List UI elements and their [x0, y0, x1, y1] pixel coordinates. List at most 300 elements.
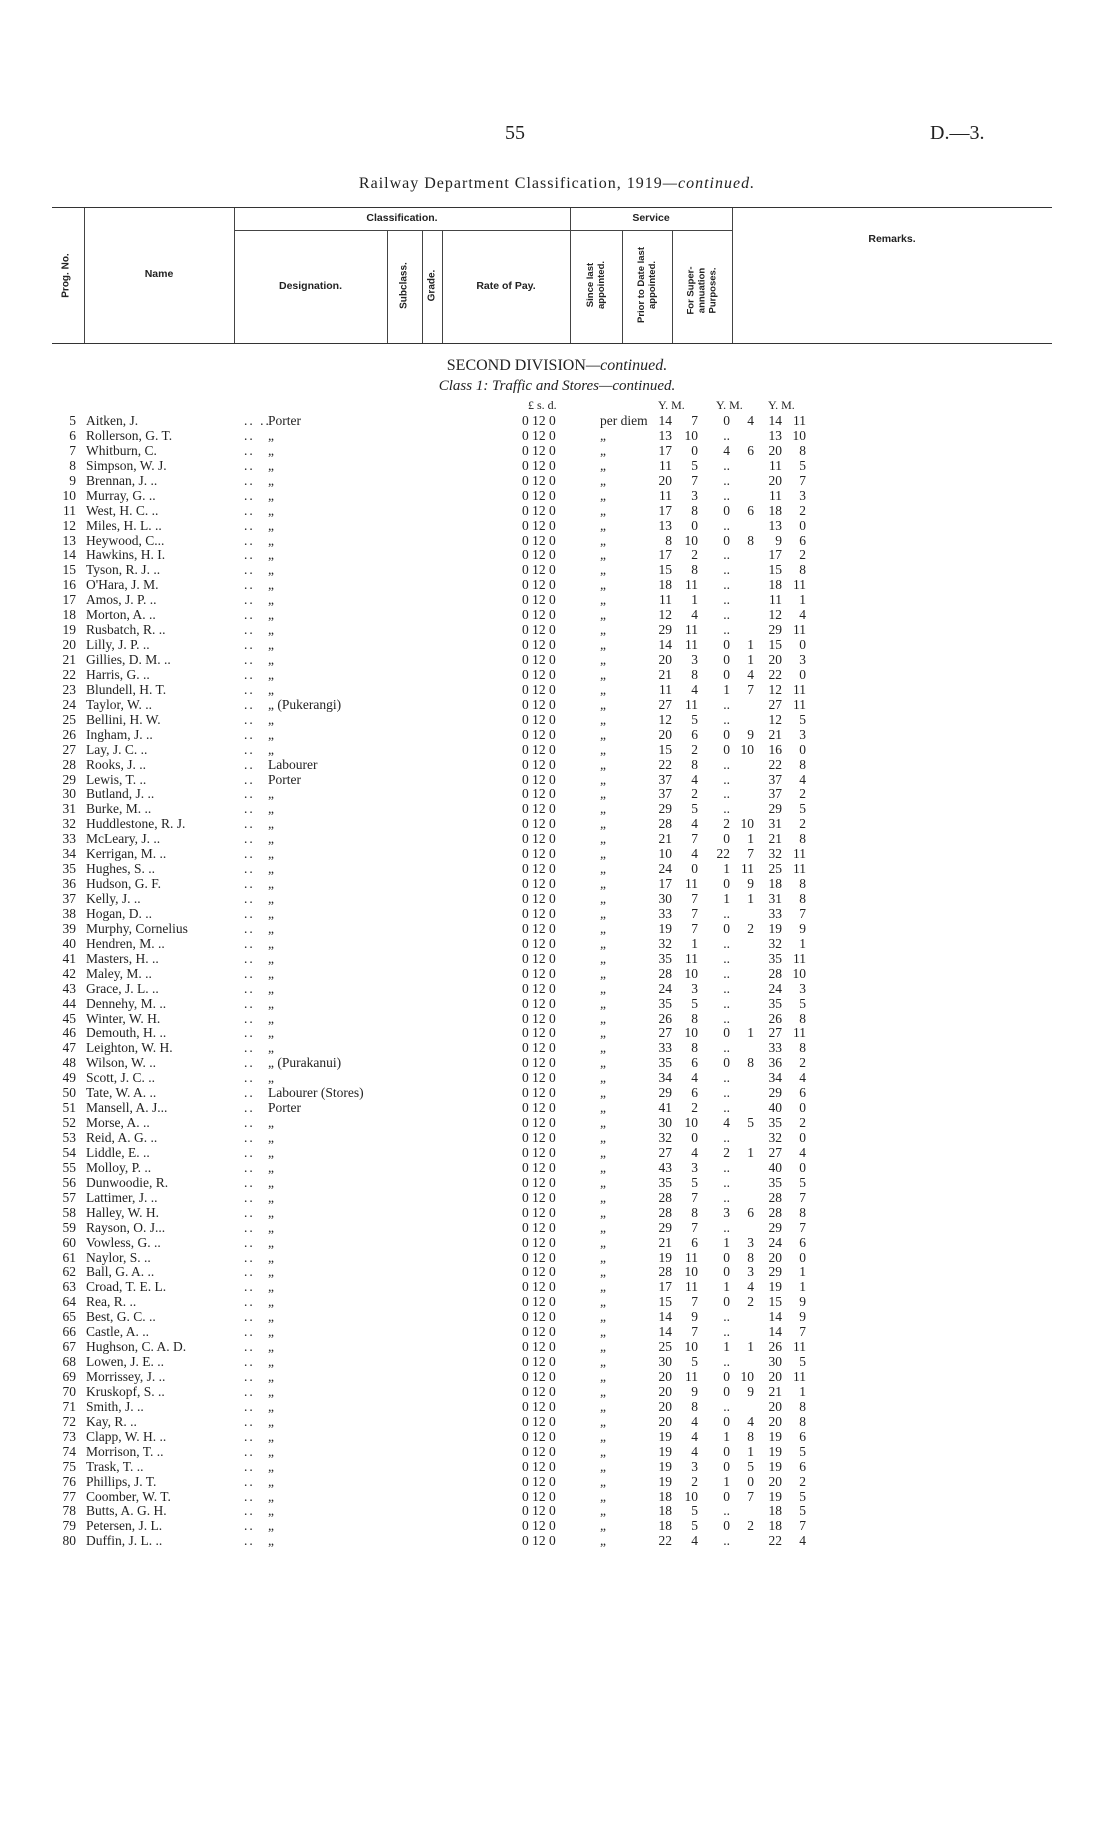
table-row: [0, 1354, 1114, 1369]
prior-years: ..: [723, 1533, 730, 1549]
designation: „: [268, 562, 274, 578]
since-months: 8: [691, 1204, 698, 1220]
designation: Porter: [268, 413, 301, 428]
pay-period: „: [600, 442, 606, 458]
prog-no: 29: [62, 771, 76, 787]
employee-name: Hendren, M. ..: [86, 935, 165, 951]
since-units: Y. M.: [658, 398, 685, 412]
pay-period: „: [600, 1518, 606, 1534]
since-years: 29: [658, 801, 672, 817]
pay-period: „: [600, 711, 606, 727]
prog-no: 30: [62, 786, 76, 802]
employee-name: Bellini, H. W.: [86, 711, 161, 727]
since-months: 2: [691, 741, 698, 757]
rate-of-pay: 0 12 0: [522, 980, 556, 996]
rate-of-pay: 0 12 0: [522, 1070, 556, 1086]
designation: „: [268, 1369, 274, 1384]
designation: „: [268, 1309, 274, 1325]
super-years: 35: [768, 1174, 782, 1190]
prior-years: 0: [723, 637, 730, 653]
employee-name: Hawkins, H. I.: [86, 547, 166, 563]
super-years: 11: [769, 487, 782, 503]
since-years: 20: [658, 1383, 672, 1399]
prior-years: 0: [723, 831, 730, 847]
employee-name: Grace, J. L. ..: [86, 980, 159, 996]
super-years: 9: [775, 532, 782, 548]
super-months: 8: [799, 1204, 806, 1220]
prior-years: 1: [723, 1473, 730, 1489]
employee-name: Rollerson, G. T.: [86, 427, 173, 443]
since-months: 11: [685, 1279, 698, 1295]
prior-years: 1: [723, 681, 730, 697]
rate-of-pay: 0 12 0: [522, 666, 556, 682]
designation: „: [268, 950, 274, 966]
since-years: 28: [658, 1264, 672, 1280]
leader-dots: ..: [244, 547, 255, 563]
leader-dots: ..: [244, 1518, 255, 1534]
since-years: 24: [658, 861, 672, 877]
prog-no: 58: [62, 1204, 76, 1220]
pay-period: „: [600, 1324, 606, 1340]
pay-period: „: [600, 487, 606, 503]
rate-of-pay: 0 12 0: [522, 1428, 556, 1444]
table-row: [0, 1040, 1114, 1055]
prog-no: 19: [62, 622, 76, 638]
rate-of-pay: 0 12 0: [522, 577, 556, 593]
pay-period: „: [600, 905, 606, 921]
super-years: 32: [768, 935, 782, 951]
employee-name: Amos, J. P. ..: [86, 592, 157, 608]
rate-of-pay: 0 12 0: [522, 801, 556, 817]
table-row: [0, 1369, 1114, 1384]
super-months: 8: [799, 1398, 806, 1414]
prog-no: 36: [62, 876, 76, 892]
super-years: 20: [768, 442, 782, 458]
leader-dots: ..: [244, 786, 255, 802]
header-prior-to-date: Prior to Date last appointed.: [636, 246, 658, 324]
pay-period: „: [600, 1354, 606, 1370]
prior-years: 0: [723, 502, 730, 518]
rate-of-pay: 0 12 0: [522, 771, 556, 787]
prior-years: ..: [723, 980, 730, 996]
prior-years: 2: [723, 816, 730, 832]
prior-years: 0: [723, 1294, 730, 1310]
header-super: For Super-annuation Purposes.: [685, 266, 719, 315]
prior-years: ..: [723, 995, 730, 1011]
prog-no: 64: [62, 1294, 76, 1310]
since-months: 5: [691, 995, 698, 1011]
rate-of-pay: 0 12 0: [522, 1324, 556, 1340]
leader-dots: ..: [244, 1473, 255, 1489]
prior-months: 6: [747, 442, 754, 458]
super-years: 27: [768, 696, 782, 712]
super-years: 13: [768, 517, 782, 533]
prog-no: 53: [62, 1130, 76, 1145]
prior-months: 11: [741, 861, 754, 877]
since-months: 7: [691, 920, 698, 936]
table-row: [0, 951, 1114, 966]
division-continued: —continued.: [585, 357, 668, 374]
pay-period: „: [600, 1100, 606, 1116]
rate-of-pay: 0 12 0: [522, 696, 556, 712]
rate-of-pay: 0 12 0: [522, 681, 556, 697]
employee-name: Phillips, J. T.: [86, 1473, 157, 1489]
prior-years: 0: [723, 1488, 730, 1504]
prior-years: 22: [716, 846, 730, 862]
prior-years: 2: [723, 1144, 730, 1160]
table-row: [0, 1384, 1114, 1399]
prior-years: ..: [723, 1174, 730, 1190]
designation: „: [268, 920, 274, 936]
since-years: 17: [658, 502, 672, 518]
prior-years: ..: [723, 1100, 730, 1116]
since-months: 4: [691, 607, 698, 623]
table-row: [0, 1190, 1114, 1205]
prior-years: ..: [723, 1040, 730, 1056]
leader-dots: ..: [244, 1339, 255, 1355]
prog-no: 62: [62, 1264, 76, 1280]
super-years: 29: [768, 622, 782, 638]
since-months: 11: [685, 1249, 698, 1265]
super-months: 6: [799, 1458, 806, 1474]
designation: „: [268, 905, 274, 921]
table-row: [0, 1011, 1114, 1026]
since-months: 6: [691, 1055, 698, 1071]
super-years: 33: [768, 1040, 782, 1056]
prog-no: 67: [62, 1339, 76, 1355]
prior-months: 8: [747, 1249, 754, 1265]
since-years: 19: [658, 1249, 672, 1265]
super-years: 31: [768, 891, 782, 906]
rate-of-pay: 0 12 0: [522, 935, 556, 951]
since-months: 3: [691, 1458, 698, 1474]
rate-of-pay: 0 12 0: [522, 1144, 556, 1160]
employee-name: Wilson, W. ..: [86, 1055, 156, 1071]
designation: „: [268, 1219, 274, 1235]
since-years: 35: [658, 950, 672, 966]
prior-years: 4: [723, 442, 730, 458]
employee-name: Kerrigan, M. ..: [86, 846, 167, 862]
table-row: [0, 1070, 1114, 1085]
since-years: 32: [658, 935, 672, 951]
since-years: 19: [658, 1458, 672, 1474]
page-number: 55: [505, 122, 525, 144]
prior-years: ..: [723, 1309, 730, 1325]
super-months: 6: [799, 1085, 806, 1101]
prog-no: 24: [62, 696, 76, 712]
leader-dots: ..: [244, 681, 255, 697]
designation: „: [268, 1249, 274, 1265]
leader-dots: ..: [244, 1428, 255, 1444]
leader-dots: ..: [244, 1115, 255, 1131]
leader-dots: ..: [244, 532, 255, 548]
prior-months: 8: [747, 1055, 754, 1071]
designation: „: [268, 1458, 274, 1474]
designation: „: [268, 1144, 274, 1160]
designation: „: [268, 965, 274, 981]
employee-name: Rooks, J. ..: [86, 756, 147, 772]
super-months: 0: [799, 637, 806, 653]
leader-dots: ..: [244, 1488, 255, 1504]
since-years: 32: [658, 1130, 672, 1145]
super-months: 0: [799, 1130, 806, 1145]
leader-dots: ..: [244, 622, 255, 638]
prior-years: 0: [723, 413, 730, 428]
pay-period: „: [600, 1264, 606, 1280]
leader-dots: ..: [244, 1443, 255, 1459]
designation: „: [268, 1115, 274, 1131]
designation: „: [268, 1324, 274, 1340]
prog-no: 20: [62, 637, 76, 653]
rate-of-pay: 0 12 0: [522, 1189, 556, 1205]
since-months: 5: [691, 1503, 698, 1519]
leader-dots: ..: [244, 995, 255, 1011]
prior-months: 6: [747, 502, 754, 518]
since-years: 35: [658, 1174, 672, 1190]
designation: „: [268, 1339, 274, 1355]
prog-no: 16: [62, 577, 76, 593]
pay-period: „: [600, 637, 606, 653]
table-row: [0, 682, 1114, 697]
prog-no: 78: [62, 1503, 76, 1519]
super-years: 40: [768, 1100, 782, 1116]
leader-dots: ..: [244, 1369, 255, 1384]
prog-no: 46: [62, 1025, 76, 1041]
rate-of-pay: 0 12 0: [522, 502, 556, 518]
prog-no: 7: [69, 442, 76, 458]
since-months: 6: [691, 726, 698, 742]
pay-period: „: [600, 1339, 606, 1355]
prog-no: 73: [62, 1428, 76, 1444]
since-years: 15: [658, 1294, 672, 1310]
leader-dots: ..: [244, 1413, 255, 1429]
super-months: 11: [793, 577, 806, 593]
leader-dots: ..: [244, 1249, 255, 1265]
prog-no: 17: [62, 592, 76, 608]
super-years: 22: [768, 756, 782, 772]
table-row: [0, 1115, 1114, 1130]
prog-no: 5: [69, 413, 76, 428]
prior-years: 0: [723, 1249, 730, 1265]
prior-months: 10: [740, 741, 754, 757]
prog-no: 37: [62, 891, 76, 906]
rate-of-pay: 0 12 0: [522, 517, 556, 533]
table-row: [0, 697, 1114, 712]
super-months: 0: [799, 1100, 806, 1116]
leader-dots: ..: [244, 1354, 255, 1370]
pay-period: „: [600, 1458, 606, 1474]
designation: „: [268, 1294, 274, 1310]
super-months: 11: [793, 413, 806, 428]
prior-years: 0: [723, 1383, 730, 1399]
since-months: 7: [691, 831, 698, 847]
prior-years: ..: [723, 547, 730, 563]
super-months: 1: [799, 1383, 806, 1399]
employee-name: Coomber, W. T.: [86, 1488, 171, 1504]
designation: „: [268, 547, 274, 563]
table-row: [0, 458, 1114, 473]
employee-name: Morrissey, J. ..: [86, 1369, 166, 1384]
employee-name: Simpson, W. J.: [86, 457, 167, 473]
since-years: 22: [658, 756, 672, 772]
super-years: 12: [768, 711, 782, 727]
since-years: 11: [659, 592, 672, 608]
table-row: [0, 443, 1114, 458]
super-years: 20: [768, 1413, 782, 1429]
designation: Porter: [268, 1100, 301, 1116]
since-months: 6: [691, 1085, 698, 1101]
prior-units: Y. M.: [716, 398, 743, 412]
prog-no: 71: [62, 1398, 76, 1414]
since-years: 24: [658, 980, 672, 996]
prog-no: 66: [62, 1324, 76, 1340]
table-row: [0, 1474, 1114, 1489]
super-months: 4: [799, 1533, 806, 1549]
designation: „: [268, 457, 274, 473]
employee-name: Duffin, J. L. ..: [86, 1533, 163, 1549]
since-years: 37: [658, 771, 672, 787]
since-years: 14: [658, 413, 672, 428]
employee-name: Masters, H. ..: [86, 950, 159, 966]
table-row: [0, 607, 1114, 622]
prior-years: 1: [723, 861, 730, 877]
rate-of-pay: 0 12 0: [522, 861, 556, 877]
prior-months: 7: [747, 846, 754, 862]
since-months: 4: [691, 816, 698, 832]
leader-dots: ..: [244, 1144, 255, 1160]
super-months: 3: [799, 487, 806, 503]
employee-name: Butland, J. ..: [86, 786, 155, 802]
rate-of-pay: 0 12 0: [522, 1159, 556, 1175]
employee-name: Whitburn, C.: [86, 442, 157, 458]
rate-of-pay: 0 12 0: [522, 1204, 556, 1220]
since-months: 4: [691, 1413, 698, 1429]
table-row: [0, 1160, 1114, 1175]
super-years: 24: [768, 1234, 782, 1250]
table-row: [0, 1459, 1114, 1474]
prog-no: 27: [62, 741, 76, 757]
super-months: 7: [799, 1518, 806, 1534]
super-years: 37: [768, 771, 782, 787]
pay-period: „: [600, 980, 606, 996]
since-years: 27: [658, 1025, 672, 1041]
since-months: 11: [685, 950, 698, 966]
employee-name: Croad, T. E. L.: [86, 1279, 167, 1295]
table-row: [0, 891, 1114, 906]
pay-period: „: [600, 472, 606, 488]
since-months: 2: [691, 786, 698, 802]
pay-period: „: [600, 920, 606, 936]
super-years: 22: [768, 1533, 782, 1549]
prior-years: 0: [723, 1443, 730, 1459]
super-years: 14: [768, 1324, 782, 1340]
super-months: 2: [799, 816, 806, 832]
employee-name: Hughson, C. A. D.: [86, 1339, 187, 1355]
super-months: 9: [799, 920, 806, 936]
table-row: [0, 846, 1114, 861]
super-months: 8: [799, 891, 806, 906]
prog-no: 12: [62, 517, 76, 533]
prior-years: ..: [723, 696, 730, 712]
since-years: 20: [658, 652, 672, 667]
employee-name: Lattimer, J. ..: [86, 1189, 158, 1205]
prior-years: 0: [723, 652, 730, 667]
since-months: 1: [691, 935, 698, 951]
since-years: 28: [658, 1204, 672, 1220]
since-months: 5: [691, 1354, 698, 1370]
prog-no: 50: [62, 1085, 76, 1101]
designation: „: [268, 801, 274, 817]
table-row: [0, 592, 1114, 607]
prior-years: ..: [723, 756, 730, 772]
since-years: 19: [658, 1473, 672, 1489]
super-months: 5: [799, 1503, 806, 1519]
designation: „: [268, 1174, 274, 1190]
pay-period: „: [600, 1204, 606, 1220]
table-row: [0, 428, 1114, 443]
since-months: 10: [684, 965, 698, 981]
prior-years: 1: [723, 1279, 730, 1295]
prog-no: 21: [62, 652, 76, 667]
super-years: 35: [768, 1115, 782, 1131]
designation: „: [268, 1010, 274, 1026]
prior-months: 2: [747, 1294, 754, 1310]
table-row: [0, 473, 1114, 488]
prog-no: 51: [62, 1100, 76, 1116]
employee-name: Winter, W. H.: [86, 1010, 161, 1026]
table-row: [0, 1145, 1114, 1160]
pay-period: „: [600, 607, 606, 623]
prior-years: ..: [723, 1085, 730, 1101]
since-months: 4: [691, 846, 698, 862]
rate-of-pay: 0 12 0: [522, 472, 556, 488]
pay-period: „: [600, 741, 606, 757]
prior-years: 0: [723, 1413, 730, 1429]
designation: „: [268, 1428, 274, 1444]
prog-no: 35: [62, 861, 76, 877]
employee-name: Rea, R. ..: [86, 1294, 137, 1310]
designation: „: [268, 577, 274, 593]
prog-no: 56: [62, 1174, 76, 1190]
super-years: 21: [768, 726, 782, 742]
prog-no: 61: [62, 1249, 76, 1265]
leader-dots: ..: [244, 1100, 255, 1116]
prior-years: 0: [723, 1458, 730, 1474]
leader-dots: ..: [244, 427, 255, 443]
leader-dots: ..: [244, 711, 255, 727]
prior-months: 1: [747, 652, 754, 667]
header-classification: Classification.: [366, 212, 438, 224]
since-years: 28: [658, 965, 672, 981]
super-years: 27: [768, 1144, 782, 1160]
rate-of-pay: 0 12 0: [522, 920, 556, 936]
leader-dots: ..: [244, 1309, 255, 1325]
rate-of-pay: 0 12 0: [522, 1383, 556, 1399]
prior-years: ..: [723, 457, 730, 473]
pay-period: „: [600, 801, 606, 817]
designation: „: [268, 442, 274, 458]
super-years: 29: [768, 1085, 782, 1101]
prior-months: 4: [747, 1413, 754, 1429]
since-years: 13: [658, 427, 672, 443]
pay-period: „: [600, 1294, 606, 1310]
employee-name: Maley, M. ..: [86, 965, 152, 981]
designation: „: [268, 1503, 274, 1519]
leader-dots: ..: [244, 1040, 255, 1056]
prog-no: 48: [62, 1055, 76, 1071]
super-months: 2: [799, 547, 806, 563]
since-months: 5: [691, 1174, 698, 1190]
